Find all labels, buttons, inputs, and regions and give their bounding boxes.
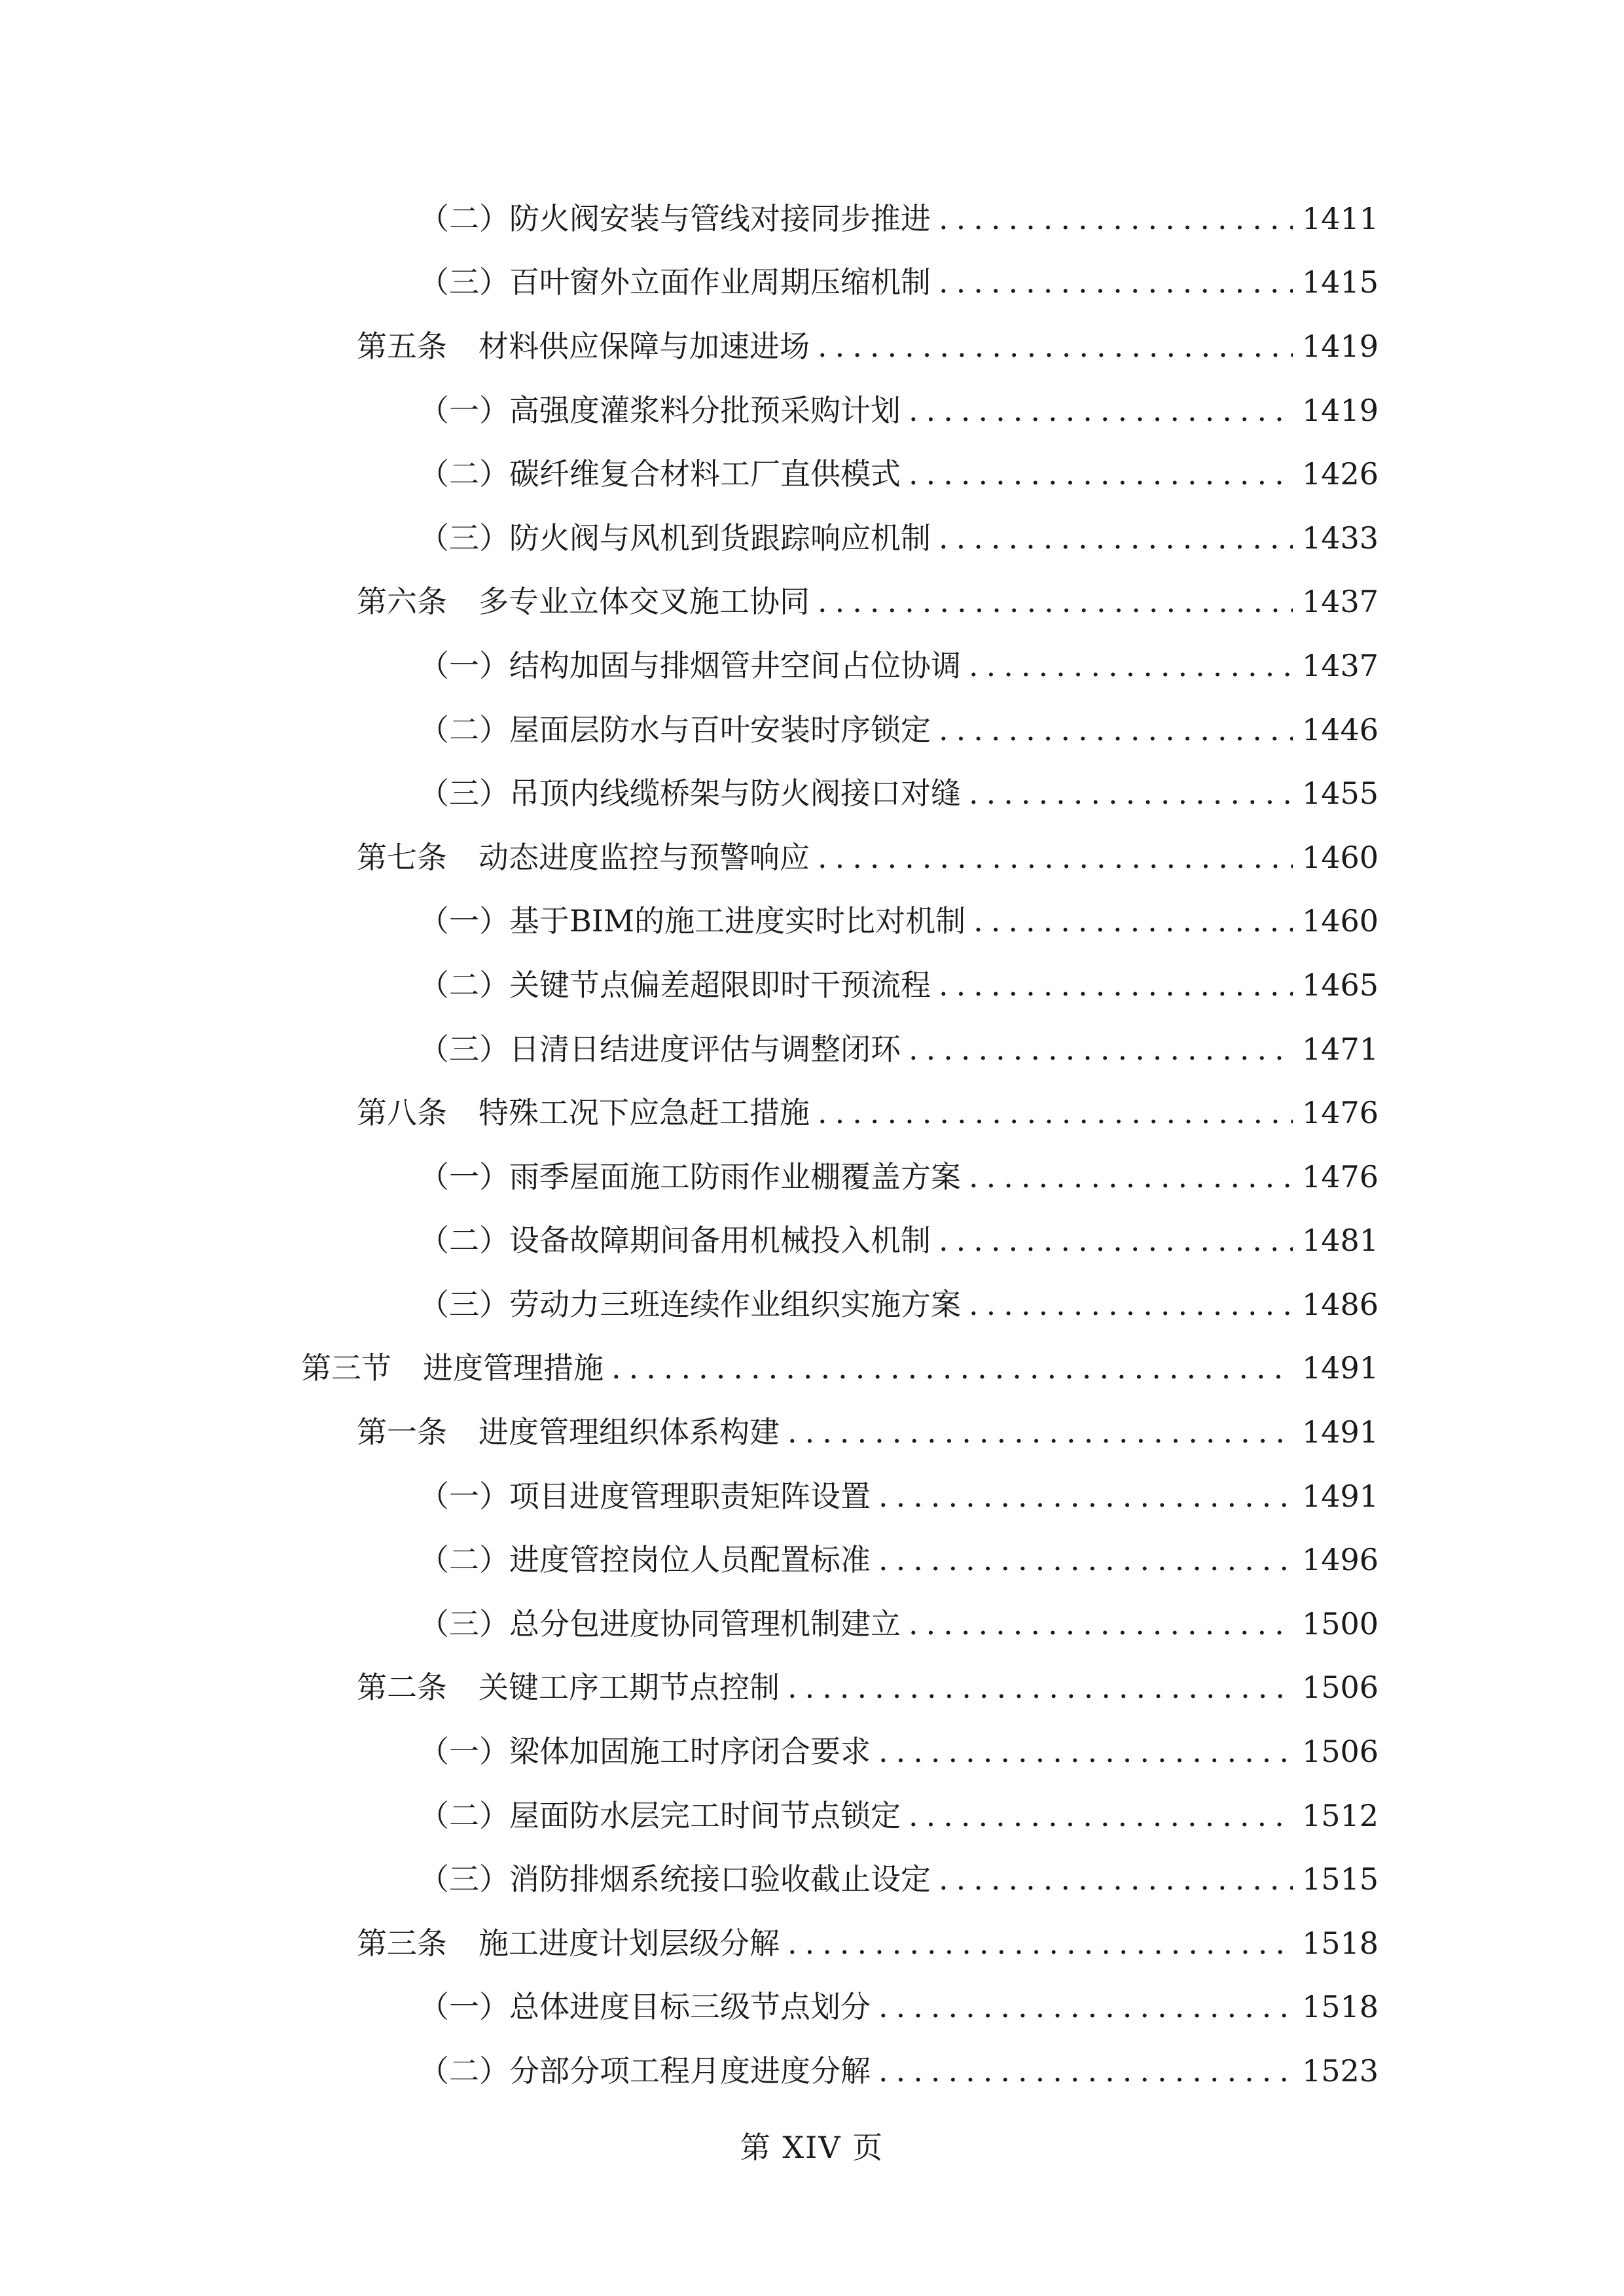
toc-entry-page-number: 1486 <box>1302 1286 1379 1322</box>
toc-entry-number: （二） <box>419 2053 509 2089</box>
dot-leader <box>909 1034 1293 1064</box>
dot-leader <box>969 1162 1293 1192</box>
toc-entry-title: 梁体加固施工时序闭合要求 <box>509 1734 871 1770</box>
toc-entry-page-number: 1415 <box>1302 264 1379 300</box>
toc-entry-page-number: 1455 <box>1302 776 1379 812</box>
toc-entry[interactable] <box>0 251 1624 315</box>
dot-leader <box>969 651 1293 681</box>
toc-entry-title: 材料供应保障与加速进场 <box>478 328 810 364</box>
dot-leader <box>818 842 1293 872</box>
toc-entry[interactable] <box>0 506 1624 570</box>
toc-entry-body <box>419 1031 1302 1067</box>
dot-leader <box>969 1289 1293 1319</box>
toc-entry[interactable] <box>0 1464 1624 1528</box>
toc-entry-number: （一） <box>419 1989 509 2025</box>
toc-entry-title: 进度管控岗位人员配置标准 <box>509 1542 871 1578</box>
toc-entry-page-number: 1523 <box>1302 2053 1379 2089</box>
toc-entry-body <box>419 1605 1302 1641</box>
dot-leader <box>939 1225 1293 1255</box>
toc-entry-title: 关键节点偏差超限即时干预流程 <box>509 967 931 1003</box>
toc-entry[interactable] <box>0 1400 1624 1464</box>
toc-entry-number: （二） <box>419 1542 509 1578</box>
toc-entry-page-number: 1411 <box>1302 200 1379 236</box>
dot-leader <box>878 1545 1293 1575</box>
toc-entry-page-number: 1518 <box>1302 1989 1379 2025</box>
toc-entry-page-number: 1518 <box>1302 1925 1379 1961</box>
toc-entry[interactable] <box>0 953 1624 1017</box>
toc-entry-body <box>419 2053 1302 2089</box>
toc-entry-number: （三） <box>419 1031 509 1067</box>
dot-leader <box>818 331 1293 361</box>
toc-entry-number: （三） <box>419 1286 509 1322</box>
toc-entry-title: 项目进度管理职责矩阵设置 <box>509 1478 871 1514</box>
toc-entry-page-number: 1460 <box>1302 903 1379 939</box>
toc-entry-body <box>419 456 1302 492</box>
toc-entry-title: 总分包进度协同管理机制建立 <box>509 1605 901 1641</box>
toc-entry-body <box>419 1158 1302 1194</box>
toc-entry-body <box>357 1925 1302 1961</box>
toc-entry-body <box>419 1989 1302 2025</box>
toc-entry-title: 劳动力三班连续作业组织实施方案 <box>509 1286 961 1322</box>
toc-entry-body <box>419 200 1302 236</box>
toc-entry-body <box>357 328 1302 364</box>
dot-leader <box>878 1992 1293 2022</box>
page-number-footer: 第 XIV 页 <box>740 2130 884 2165</box>
dot-leader <box>909 395 1293 425</box>
toc-entry-body <box>419 264 1302 300</box>
toc-entry-body <box>419 967 1302 1003</box>
toc-entry-title: 高强度灌浆料分批预采购计划 <box>509 392 901 428</box>
toc-entry[interactable] <box>0 1592 1624 1656</box>
dot-leader <box>939 204 1293 234</box>
toc-entry-page-number: 1426 <box>1302 456 1379 492</box>
toc-entry-title: 百叶窗外立面作业周期压缩机制 <box>509 264 931 300</box>
toc-entry-body <box>419 1797 1302 1833</box>
toc-entry-number: 第一条 <box>357 1414 447 1450</box>
toc-entry-body <box>419 1542 1302 1578</box>
toc-entry-body <box>419 1734 1302 1770</box>
toc-entry-title: 雨季屋面施工防雨作业棚覆盖方案 <box>509 1158 961 1194</box>
toc-entry-title: 施工进度计划层级分解 <box>478 1925 780 1961</box>
toc-entry-page-number: 1460 <box>1302 839 1379 875</box>
toc-entry-body <box>419 711 1302 747</box>
toc-entry-title: 日清日结进度评估与调整闭环 <box>509 1031 901 1067</box>
toc-entry-page-number: 1506 <box>1302 1734 1379 1770</box>
toc-entry-number: （三） <box>419 520 509 556</box>
toc-entry-body <box>357 1670 1302 1706</box>
toc-entry[interactable] <box>0 442 1624 506</box>
toc-entry[interactable] <box>0 1719 1624 1784</box>
toc-entry-title: 设备故障期间备用机械投入机制 <box>509 1223 931 1259</box>
toc-entry-page-number: 1433 <box>1302 520 1379 556</box>
toc-entry[interactable] <box>0 1145 1624 1209</box>
toc-entry-number: 第五条 <box>357 328 447 364</box>
dot-leader <box>969 778 1293 808</box>
toc-entry-title: 多专业立体交叉施工协同 <box>478 584 810 620</box>
toc-entry-title: 总体进度目标三级节点划分 <box>509 1989 871 2025</box>
dot-leader <box>939 267 1293 297</box>
toc-entry-page-number: 1437 <box>1302 584 1379 620</box>
toc-entry-number: （三） <box>419 264 509 300</box>
dot-leader <box>939 715 1293 745</box>
dot-leader <box>939 523 1293 553</box>
toc-entry[interactable] <box>0 1528 1624 1592</box>
toc-entry-page-number: 1419 <box>1302 392 1379 428</box>
toc-entry-body <box>419 392 1302 428</box>
toc-entry[interactable] <box>0 1272 1624 1336</box>
toc-entry-page-number: 1471 <box>1302 1031 1379 1067</box>
toc-entry[interactable] <box>0 1656 1624 1720</box>
toc-entry-body <box>419 647 1302 683</box>
toc-entry-body <box>419 1286 1302 1322</box>
toc-entry-title: 吊顶内线缆桥架与防火阀接口对缝 <box>509 776 961 812</box>
toc-entry-number: （二） <box>419 1223 509 1259</box>
toc-entry-title: 动态进度监控与预警响应 <box>478 839 810 875</box>
dot-leader <box>939 1864 1293 1894</box>
toc-entry-number: （二） <box>419 711 509 747</box>
toc-entry-number: （三） <box>419 1605 509 1641</box>
toc-entry-page-number: 1446 <box>1302 711 1379 747</box>
toc-entry-title: 消防排烟系统接口验收截止设定 <box>509 1861 931 1897</box>
dot-leader <box>973 906 1293 936</box>
dot-leader <box>878 1481 1293 1511</box>
toc-entry-body <box>419 1478 1302 1514</box>
toc-entry-page-number: 1496 <box>1302 1542 1379 1578</box>
toc-entry-body <box>419 1861 1302 1897</box>
toc-entry-body <box>419 520 1302 556</box>
dot-leader <box>909 459 1293 489</box>
toc-entry-page-number: 1491 <box>1302 1350 1379 1386</box>
toc-entry-number: （一） <box>419 903 509 939</box>
dot-leader <box>878 2056 1293 2086</box>
toc-entry-title: 基于BIM的施工进度实时比对机制 <box>509 903 966 939</box>
toc-entry-number: （二） <box>419 456 509 492</box>
dot-leader <box>787 1672 1293 1702</box>
toc-entry[interactable] <box>0 1017 1624 1081</box>
toc-entry-page-number: 1437 <box>1302 647 1379 683</box>
toc-entry[interactable] <box>0 1336 1624 1401</box>
toc-entry[interactable] <box>0 314 1624 378</box>
toc-entry-page-number: 1481 <box>1302 1223 1379 1259</box>
dot-leader <box>787 1928 1293 1958</box>
toc-entry-title: 屋面防水层完工时间节点锁定 <box>509 1797 901 1833</box>
toc-entry[interactable] <box>0 1911 1624 1975</box>
toc-entry-title: 特殊工况下应急赶工措施 <box>478 1095 810 1131</box>
dot-leader <box>611 1353 1293 1383</box>
table-of-contents <box>0 187 1624 2103</box>
toc-entry-body <box>419 1223 1302 1259</box>
toc-entry-number: （三） <box>419 1861 509 1897</box>
toc-entry-body <box>301 1350 1302 1386</box>
dot-leader <box>818 586 1293 617</box>
toc-entry-number: （二） <box>419 1797 509 1833</box>
toc-entry[interactable] <box>0 1847 1624 1911</box>
toc-entry-title: 防火阀与风机到货跟踪响应机制 <box>509 520 931 556</box>
toc-entry-page-number: 1476 <box>1302 1095 1379 1131</box>
toc-entry-page-number: 1476 <box>1302 1158 1379 1194</box>
toc-entry[interactable] <box>0 1784 1624 1848</box>
toc-entry[interactable] <box>0 570 1624 634</box>
toc-entry-title: 结构加固与排烟管井空间占位协调 <box>509 647 961 683</box>
dot-leader <box>939 970 1293 1000</box>
toc-entry-page-number: 1491 <box>1302 1414 1379 1450</box>
toc-entry-body <box>357 1414 1302 1450</box>
toc-entry-number: 第二条 <box>357 1670 447 1706</box>
dot-leader <box>909 1801 1293 1831</box>
toc-entry[interactable] <box>0 187 1624 251</box>
dot-leader <box>909 1609 1293 1639</box>
toc-entry-number: 第六条 <box>357 584 447 620</box>
toc-entry-title: 防火阀安装与管线对接同步推进 <box>509 200 931 236</box>
toc-entry-title: 分部分项工程月度进度分解 <box>509 2053 871 2089</box>
toc-entry[interactable] <box>0 1209 1624 1273</box>
toc-entry-body <box>419 903 1302 939</box>
toc-entry-body <box>357 584 1302 620</box>
toc-entry[interactable] <box>0 698 1624 762</box>
toc-entry[interactable] <box>0 761 1624 825</box>
toc-entry-title: 碳纤维复合材料工厂直供模式 <box>509 456 901 492</box>
toc-entry-page-number: 1465 <box>1302 967 1379 1003</box>
toc-entry[interactable] <box>0 1975 1624 2039</box>
toc-entry[interactable] <box>0 2039 1624 2103</box>
toc-entry-number: （三） <box>419 776 509 812</box>
toc-entry[interactable] <box>0 634 1624 698</box>
toc-entry-page-number: 1491 <box>1302 1478 1379 1514</box>
toc-entry-page-number: 1419 <box>1302 328 1379 364</box>
toc-entry-number: （一） <box>419 1158 509 1194</box>
toc-entry-page-number: 1515 <box>1302 1861 1379 1897</box>
toc-entry-number: （二） <box>419 200 509 236</box>
toc-entry-page-number: 1512 <box>1302 1797 1379 1833</box>
dot-leader <box>787 1417 1293 1447</box>
toc-entry-title: 进度管理组织体系构建 <box>478 1414 780 1450</box>
toc-entry-number: 第三节 <box>301 1350 391 1386</box>
toc-entry[interactable] <box>0 889 1624 954</box>
toc-entry-number: （一） <box>419 647 509 683</box>
toc-entry-title: 进度管理措施 <box>423 1350 604 1386</box>
dot-leader <box>818 1098 1293 1128</box>
toc-entry-number: （一） <box>419 392 509 428</box>
toc-entry[interactable] <box>0 825 1624 889</box>
toc-entry-title: 关键工序工期节点控制 <box>478 1670 780 1706</box>
toc-entry-body <box>357 1095 1302 1131</box>
toc-entry-body <box>357 839 1302 875</box>
toc-entry-number: （一） <box>419 1478 509 1514</box>
toc-entry-body <box>419 776 1302 812</box>
toc-entry-number: 第八条 <box>357 1095 447 1131</box>
toc-entry-number: 第三条 <box>357 1925 447 1961</box>
toc-entry[interactable] <box>0 1081 1624 1145</box>
dot-leader <box>878 1736 1293 1767</box>
toc-entry-page-number: 1500 <box>1302 1605 1379 1641</box>
toc-entry-number: （二） <box>419 967 509 1003</box>
toc-entry-page-number: 1506 <box>1302 1670 1379 1706</box>
toc-entry-number: （一） <box>419 1734 509 1770</box>
toc-entry-title: 屋面层防水与百叶安装时序锁定 <box>509 711 931 747</box>
toc-entry[interactable] <box>0 378 1624 442</box>
toc-entry-number: 第七条 <box>357 839 447 875</box>
